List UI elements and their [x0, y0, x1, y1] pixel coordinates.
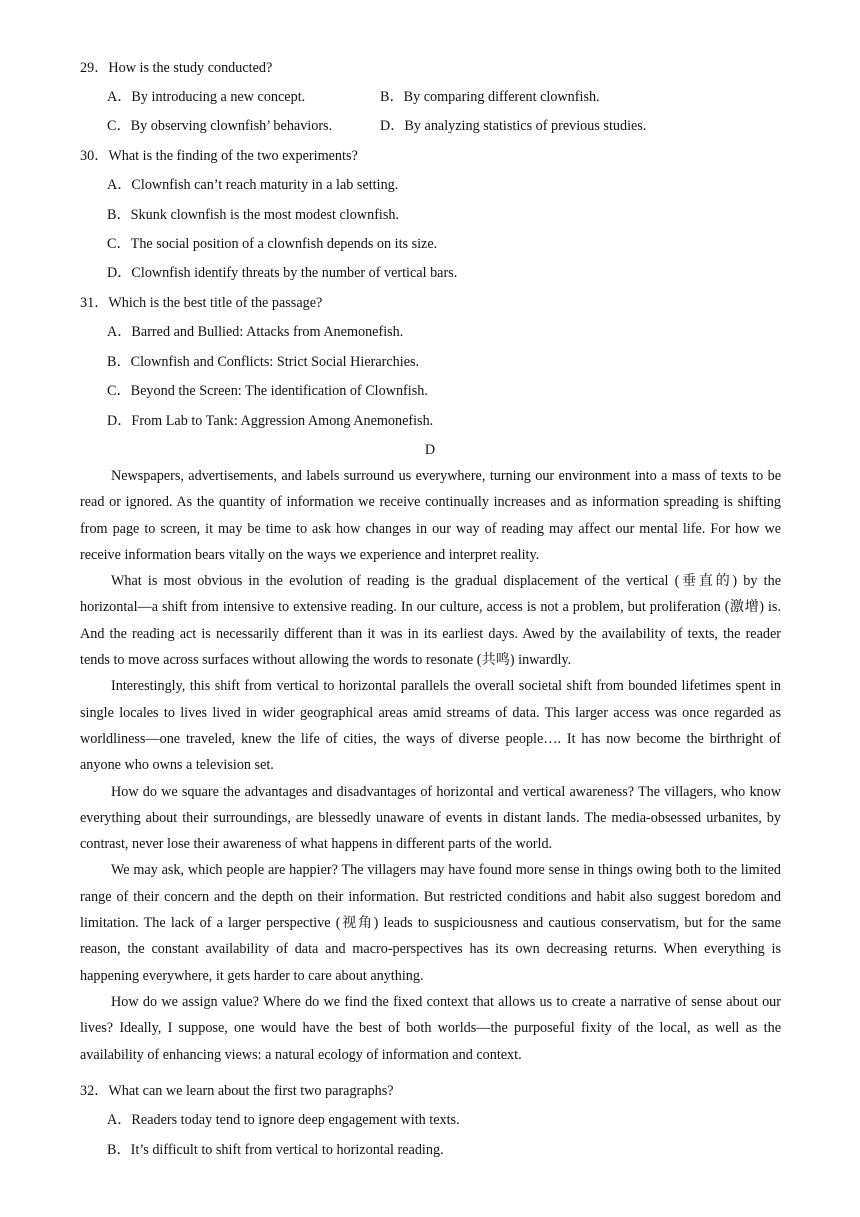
- question-31-option-c: C．Beyond the Screen: The identification of Clownfish.: [107, 383, 428, 399]
- question-31-stem: 31．Which is the best title of the passage?: [80, 295, 323, 311]
- passage-paragraph-5: We may ask, which people are happier? The villagers may have found more sense in things owing both to the limited range of their concern and the depth on their information. But restricted conditions and habit also suggest boredom and limitation. The lack of a larger perspective (视角) leads to suspiciousness and cautious conservatism, but for the same reason, the constant availability of data and macro-perspectives has its own decreasing returns. When everything is happening everywhere, it gets harder to care about anything.: [80, 862, 781, 984]
- passage: [80, 463, 781, 1068]
- question-32-option-a: A．Readers today tend to ignore deep engagement with texts.: [107, 1112, 460, 1128]
- passage-paragraph-3: Interestingly, this shift from vertical to horizontal parallels the overall societal shift from bounded lifetimes spent in single locales to lives lived in wider geographical areas amid streams of data. This larger access was once regarded as worldliness—one traveled, knew the life of cities, the ways of diverse people…. It has now become the birthright of anyone who owns a television set.: [80, 678, 781, 774]
- passage-paragraph-2: What is most obvious in the evolution of reading is the gradual displacement of the vertical (垂直的) by the horizontal—a shift from intensive to extensive reading. In our culture, access is not a problem, but proliferation (激增) is. And the reading act is necessarily different than it was in its earliest days. Awed by the availability of texts, the reader tends to move across surfaces without allowing the words to resonate (共鸣) inwardly.: [80, 573, 781, 669]
- question-31-option-d: D．From Lab to Tank: Aggression Among Anemonefish.: [107, 413, 434, 429]
- question-30-option-a: A．Clownfish can’t reach maturity in a lab setting.: [107, 177, 399, 193]
- question-29-option-a: A．By introducing a new concept.: [107, 89, 306, 105]
- passage-paragraph-1: Newspapers, advertisements, and labels surround us everywhere, turning our environment into a mass of texts to be read or ignored. As the quantity of information we receive continually increases and as information spreading is shifting from page to screen, it may be time to ask how changes in our way of reading may affect our mental life. For how we receive information bears vitally on the ways we experience and interpret reality.: [80, 468, 781, 563]
- question-30-option-b: B．Skunk clownfish is the most modest clownfish.: [107, 207, 400, 223]
- question-31-option-b: B．Clownfish and Conflicts: Strict Social Hierarchies.: [107, 354, 420, 370]
- question-29-option-c: C．By observing clownfish’ behaviors.: [107, 118, 333, 134]
- section-label: D: [424, 442, 436, 458]
- question-32-stem: 32．What can we learn about the first two paragraphs?: [80, 1083, 394, 1099]
- question-30-option-d: D．Clownfish identify threats by the number of vertical bars.: [107, 265, 458, 281]
- question-32-option-b: B．It’s difficult to shift from vertical to horizontal reading.: [107, 1142, 444, 1158]
- question-30-option-c: C．The social position of a clownfish depends on its size.: [107, 236, 438, 252]
- passage-paragraph-4: How do we square the advantages and disadvantages of horizontal and vertical awareness? The villagers, who know everything about their surroundings, are blessedly unaware of events in distant lands. The media-obsessed urbanites, by contrast, never lose their awareness of what happens in different parts of the world.: [80, 783, 781, 853]
- question-29-option-b: B．By comparing different clownfish.: [380, 89, 600, 105]
- question-30-stem: 30．What is the finding of the two experiments?: [80, 148, 358, 164]
- question-29-stem: 29．How is the study conducted?: [80, 60, 273, 76]
- passage-paragraph-6: How do we assign value? Where do we find the fixed context that allows us to create a narrative of sense about our lives? Ideally, I suppose, one would have the best of both worlds—the purposeful fixity of the local, as well as the availability of enhancing views: a natural ecology of information and context.: [80, 993, 781, 1063]
- question-29-option-d: D．By analyzing statistics of previous studies.: [380, 118, 647, 134]
- question-31-option-a: A．Barred and Bullied: Attacks from Anemonefish.: [107, 324, 404, 340]
